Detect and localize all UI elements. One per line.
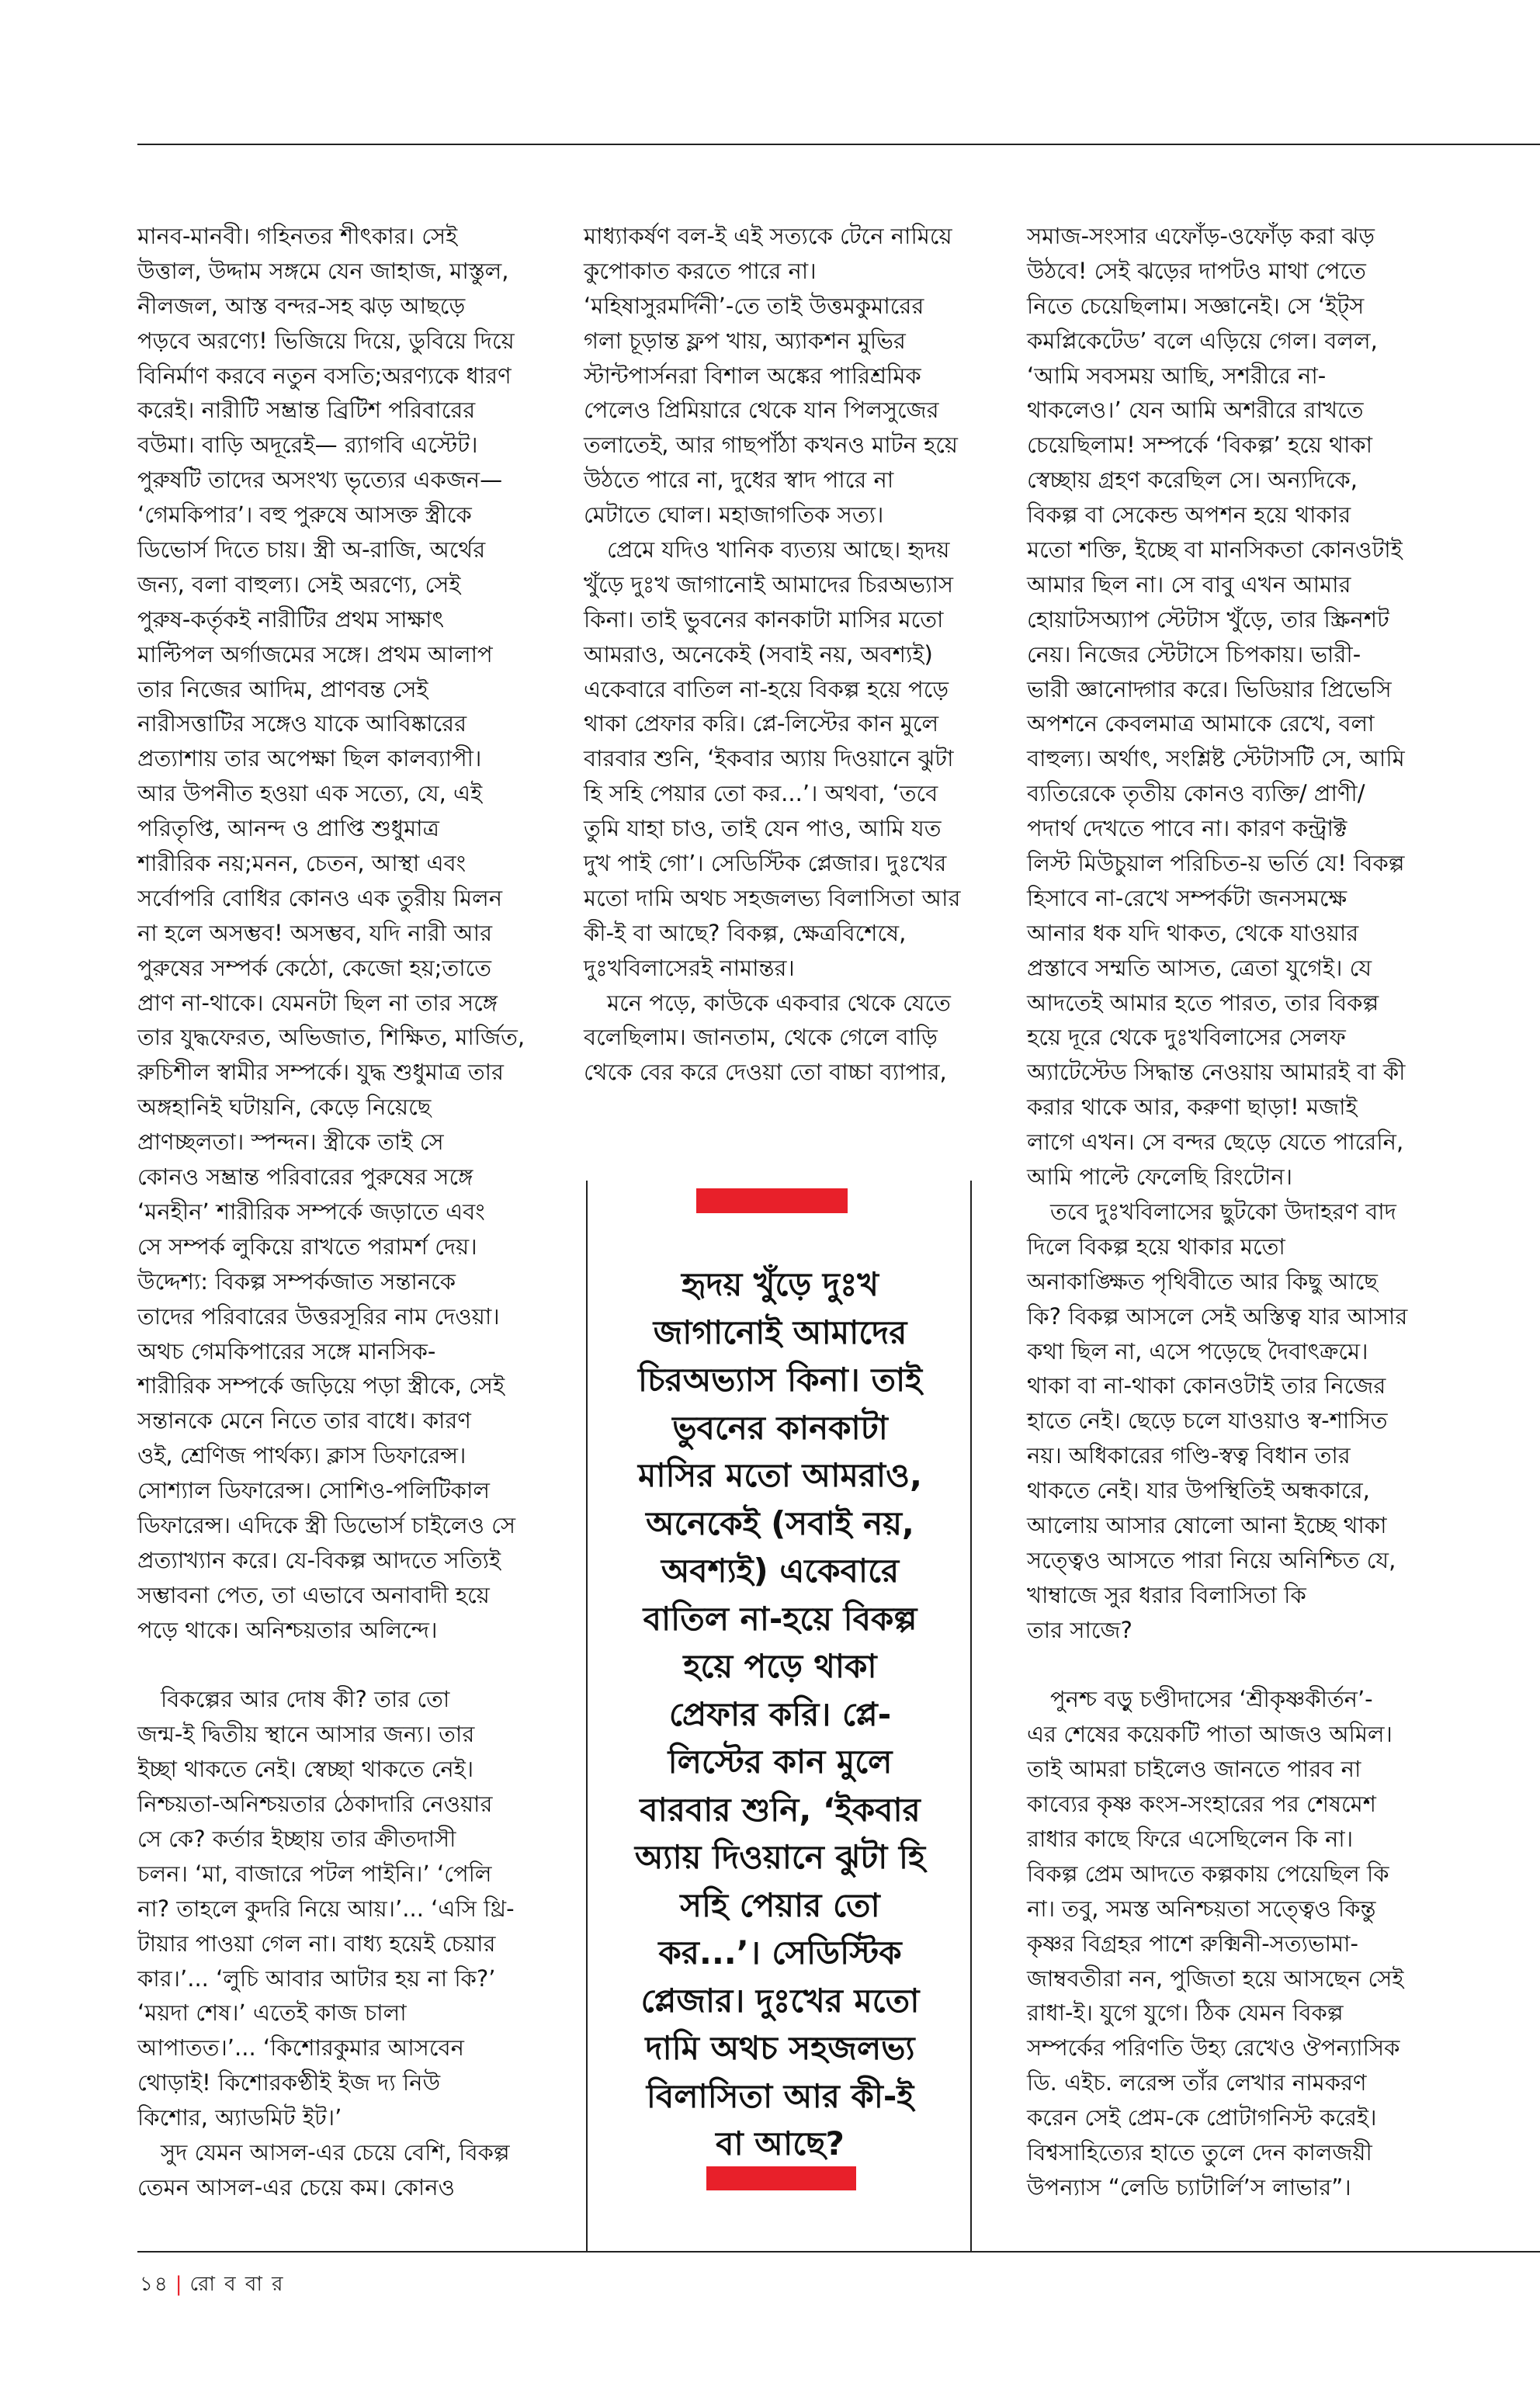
text-line: করেই। নারীটি সম্ভ্রান্ত ব্রিটিশ পরিবারের [137, 397, 476, 424]
text-line: ডিভোর্স দিতে চায়। স্ত্রী অ-রাজি, অর্থের [137, 536, 486, 564]
text-line: মেটাতে ঘোল। মহাজাগতিক সত্য। [584, 501, 884, 529]
text-line: টায়ার পাওয়া গেল না। বাধ্য হয়েই চেয়ার [137, 1930, 496, 1957]
bottom-rule [137, 2251, 1540, 2253]
text-line: হি সহি পেয়ার তো কর...’। অথবা, ‘তবে [584, 780, 938, 807]
text-line: তুমি যাহা চাও, তাই যেন পাও, আমি যত [584, 815, 942, 842]
text-line: আদতেই আমার হতে পারত, তার বিকল্প [1027, 989, 1379, 1016]
pull-quote-line: দামি অথচ সহজলভ্য [645, 2029, 915, 2067]
text-line: না? তাহলে কুদরি নিয়ে আয়।’... ‘এসি থ্রি- [137, 1895, 515, 1922]
text-line: থোড়াই! কিশোরকণ্ঠীই ইজ দ্য নিউ [137, 2069, 441, 2096]
pull-quote-line: চিরঅভ্যাস কিনা। তাই [637, 1361, 922, 1399]
pull-quote [598, 1261, 962, 2168]
text-line: দিলে বিকল্প হয়ে থাকার মতো [1027, 1233, 1285, 1260]
text-line: লিস্ট মিউচুয়াল পরিচিত-য় ভর্তি যে! বিকল্প [1027, 850, 1405, 877]
text-line: তলাতেই, আর গাছপাঁঠা কখনও মাটন হয়ে [584, 432, 958, 459]
text-line: ইচ্ছা থাকতে নেই। স্বেচ্ছা থাকতে নেই। [137, 1756, 474, 1783]
text-line: মাধ্যাকর্ষণ বল-ই এই সত্যকে টেনে নামিয়ে [584, 223, 952, 249]
page-footer [140, 2268, 284, 2302]
text-line: চেয়েছিলাম! সম্পর্কে ‘বিকল্প’ হয়ে থাকা [1027, 432, 1373, 459]
pull-quote-line: মাসির মতো আমরাও, [638, 1456, 922, 1494]
text-line: উঠবে! সেই ঝড়ের দাপটও মাথা পেতে [1027, 257, 1366, 284]
text-line: তাদের পরিবারের উত্তরসূরির নাম দেওয়া। [137, 1302, 500, 1330]
text-line: পুনশ্চ বড়ু চণ্ডীদাসের ‘শ্রীকৃষ্ণকীর্তন’- [1050, 1686, 1373, 1713]
text-line: কার।’... ‘লুচি আবার আটার হয় না কি?’ [137, 1965, 496, 1992]
text-line: স্টান্টপার্সনরা বিশাল অঙ্কের পারিশ্রমিক [584, 362, 921, 389]
text-line: হাতে নেই। ছেড়ে চলে যাওয়াও স্ব-শাসিত [1027, 1407, 1388, 1434]
text-line: উপন্যাস “লেডি চ্যাটার্লি’স লাভার”। [1027, 2173, 1351, 2201]
text-line: খাম্বাজে সুর ধরার বিলাসিতা কি [1027, 1581, 1306, 1608]
text-line: ‘মহিষাসুরমর্দিনী’-তে তাই উত্তমকুমারের [584, 292, 924, 319]
text-line: রাধা-ই। যুগে যুগে। ঠিক যেমন বিকল্প [1027, 1999, 1344, 2027]
text-line: কুপোকাত করতে পারে না। [584, 257, 817, 284]
text-line: একেবারে বাতিল না-হয়ে বিকল্প হয়ে পড়ে [584, 675, 949, 702]
column-divider [586, 1181, 588, 2252]
text-line: সে সম্পর্ক লুকিয়ে রাখতে পরামর্শ দেয়। [137, 1233, 477, 1260]
pull-quote-top-bar [696, 1188, 848, 1213]
text-line: কমপ্লিকেটেড’ বলে এড়িয়ে গেল। বলল, [1027, 327, 1378, 354]
text-line: বারবার শুনি, ‘ইকবার অ্যায় দিওয়ানে ঝুটা [584, 745, 954, 772]
text-line: ব্যতিরেকে তৃতীয় কোনও ব্যক্তি/ প্রাণী/ [1027, 780, 1365, 807]
text-line: এর শেষের কয়েকটি পাতা আজও অমিল। [1027, 1721, 1393, 1748]
pull-quote-line: হয়ে পড়ে থাকা [683, 1647, 877, 1685]
text-line: ‘আমি সবসময় আছি, সশরীরে না- [1027, 362, 1327, 389]
text-line: হয়ে দূরে থেকে দুঃখবিলাসের সেলফ [1027, 1024, 1346, 1051]
text-line: আপাতত।’... ‘কিশোরকুমার আসবেন [137, 2034, 464, 2062]
pull-quote-line: অ্যায় দিওয়ানে ঝুটা হি [634, 1838, 926, 1876]
text-line: কিশোর, অ্যাডমিট ইট।’ [137, 2104, 342, 2131]
text-line: তার সাজে? [1027, 1616, 1132, 1643]
text-line: বিনির্মাণ করবে নতুন বসতি;অরণ্যকে ধারণ [137, 362, 512, 389]
text-line: দুঃখবিলাসেরই নামান্তর। [584, 954, 795, 981]
text-line: বিকল্প বা সেকেন্ড অপশন হয়ে থাকার [1027, 501, 1351, 529]
text-line: হোয়াটসঅ্যাপ স্টেটাস খুঁড়ে, তার স্ক্রিনশট [1027, 605, 1389, 633]
text-line: জন্য, বলা বাহুল্য। সেই অরণ্যে, সেই [137, 571, 461, 598]
text-line: উদ্দেশ্য: বিকল্প সম্পর্কজাত সন্তানকে [137, 1268, 456, 1295]
text-line: উত্তাল, উদ্দাম সঙ্গমে যেন জাহাজ, মাস্তুল, [137, 257, 509, 284]
pull-quote-bottom-bar [706, 2166, 856, 2190]
text-line: নিতে চেয়েছিলাম। সজ্ঞানেই। সে ‘ইট্স [1027, 292, 1365, 319]
text-line: নারীসত্তাটির সঙ্গেও যাকে আবিষ্কারের [137, 710, 467, 737]
text-line: অ্যাটেস্টেড সিদ্ধান্ত নেওয়ায় আমারই বা কী [1027, 1059, 1406, 1086]
text-line: প্রত্যাশায় তার অপেক্ষা ছিল কালব্যাপী। [137, 745, 482, 772]
text-line: ‘মনহীন’ শারীরিক সম্পর্কে জড়াতে এবং [137, 1198, 485, 1225]
text-line: আর উপনীত হওয়া এক সত্যে, যে, এই [137, 780, 483, 807]
pull-quote-line: বিলাসিতা আর কী-ই [646, 2076, 914, 2115]
text-line: মতো দামি অথচ সহজলভ্য বিলাসিতা আর [584, 884, 961, 911]
text-line: ‘গেমকিপার’। বহু পুরুষে আসক্ত স্ত্রীকে [137, 501, 472, 529]
text-line: থাকতে নেই। যার উপস্থিতিই অন্ধকারে, [1027, 1477, 1370, 1504]
pull-quote-line: কর...’। সেডিস্টিক [658, 1933, 902, 1972]
paragraph-gap [137, 1648, 533, 1683]
text-line: আনার ধক যদি থাকত, থেকে যাওয়ার [1027, 919, 1359, 946]
text-line: কথা ছিল না, এসে পড়েছে দৈবাৎক্রমে। [1027, 1337, 1368, 1365]
text-line: তবে দুঃখবিলাসের ছুটকো উদাহরণ বাদ [1050, 1198, 1396, 1225]
text-line: সত্ত্বেও আসতে পারা নিয়ে অনিশ্চিত যে, [1027, 1546, 1396, 1573]
text-line: ‘ময়দা শেষ।’ এতেই কাজ চালা [137, 1999, 407, 2027]
text-line: আমরাও, অনেকেই (সবাই নয়, অবশ্যই) [584, 640, 933, 668]
text-line: নীলজল, আস্ত বন্দর-সহ ঝড় আছড়ে [137, 292, 466, 319]
text-line: মনে পড়ে, কাউকে একবার থেকে যেতে [607, 989, 951, 1016]
pull-quote-line: লিস্টের কান মুলে [668, 1743, 893, 1781]
text-line: কোনও সম্ভ্রান্ত পরিবারের পুরুষের সঙ্গে [137, 1164, 473, 1191]
text-line: সোশ্যাল ডিফারেন্স। সোশিও-পলিটিকাল [137, 1477, 490, 1504]
text-line: মাল্টিপল অর্গাজমের সঙ্গে। প্রথম আলাপ [137, 640, 493, 668]
text-line: সমাজ-সংসার এফোঁড়-ওফোঁড় করা ঝড় [1027, 223, 1375, 249]
pull-quote-line: প্লেজার। দুঃখের মতো [640, 1981, 920, 2020]
text-line: প্রস্তাবে সম্মতি আসত, ত্রেতা যুগেই। যে [1027, 954, 1372, 981]
top-rule [137, 144, 1540, 145]
text-line: প্রত্যাখ্যান করে। যে-বিকল্প আদতে সত্যিই [137, 1546, 501, 1573]
text-line: বিশ্বসাহিত্যের হাতে তুলে দেন কালজয়ী [1027, 2138, 1372, 2166]
text-line: আমি পাল্টে ফেলেছি রিংটোন। [1027, 1164, 1293, 1191]
text-line: থেকে বের করে দেওয়া তো বাচ্চা ব্যাপার, [584, 1059, 947, 1086]
text-line: নিশ্চয়তা-অনিশ্চয়তার ঠেকাদারি নেওয়ার [137, 1791, 493, 1818]
text-line: পড়বে অরণ্যে! ভিজিয়ে দিয়ে, ডুবিয়ে দিয়ে [137, 327, 515, 354]
pull-quote-line: সহি পেয়ার তো [680, 1885, 880, 1924]
text-line: তাই আমরা চাইলেও জানতে পারব না [1027, 1756, 1361, 1783]
text-line: ডিফারেন্স। এদিকে স্ত্রী ডিভোর্স চাইলেও সে [137, 1511, 516, 1538]
text-line: না। তবু, সমস্ত অনিশ্চয়তা সত্ত্বেও কিন্তু [1027, 1895, 1376, 1922]
text-line: বিকল্প প্রেম আদতে কল্পকায় পেয়েছিল কি [1027, 1860, 1389, 1887]
text-line: তার নিজের আদিম, প্রাণবন্ত সেই [137, 675, 428, 702]
text-line: রাধার কাছে ফিরে এসেছিলেন কি না। [1027, 1825, 1354, 1852]
text-line: আলোয় আসার ষোলো আনা ইচ্ছে থাকা [1027, 1511, 1387, 1538]
text-line: শারীরিক নয়;মনন, চেতন, আস্থা এবং [137, 850, 467, 877]
text-line: কী-ই বা আছে? বিকল্প, ক্ষেত্রবিশেষে, [584, 919, 907, 946]
text-line: থাকা বা না-থাকা কোনওটাই তার নিজের [1027, 1372, 1386, 1399]
text-line: কিনা। তাই ভুবনের কানকাটা মাসির মতো [584, 605, 944, 633]
text-line: লাগে এখন। সে বন্দর ছেড়ে যেতে পারেনি, [1027, 1129, 1404, 1156]
text-line: অপশনে কেবলমাত্র আমাকে রেখে, বলা [1027, 710, 1375, 737]
text-line: পদার্থ দেখতে পাবে না। কারণ কন্ট্রাক্ট [1027, 815, 1348, 842]
text-line: সে কে? কর্তার ইচ্ছায় তার ক্রীতদাসী [137, 1825, 456, 1852]
pull-quote-line: হৃদয় খুঁড়ে দুঃখ [682, 1265, 879, 1303]
pull-quote-line: বারবার শুনি, ‘ইকবার [640, 1790, 921, 1829]
text-line: ওই, শ্রেণিজ পার্থক্য। ক্লাস ডিফারেন্স। [137, 1442, 467, 1469]
text-line: জাম্ববতীরা নন, পুজিতা হয়ে আসছেন সেই [1027, 1965, 1404, 1992]
text-line: পুরুষ-কর্তৃকই নারীটির প্রথম সাক্ষাৎ [137, 605, 444, 633]
pull-quote-line: বা আছে? [716, 2124, 845, 2162]
text-line: পুরুষের সম্পর্ক কেঠো, কেজো হয়;তাতে [137, 954, 492, 981]
page-number: ১৪ [140, 2273, 169, 2296]
text-line: গলা চূড়ান্ত ফ্লপ খায়, অ্যাকশন মুভির [584, 327, 906, 354]
text-line: রুচিশীল স্বামীর সম্পর্কে। যুদ্ধ শুধুমাত্র তার [137, 1059, 504, 1086]
paragraph-gap [1027, 1648, 1423, 1683]
article-column-3 [1027, 219, 1423, 2205]
text-line: সুদ যেমন আসল-এর চেয়ে বেশি, বিকল্প [161, 2138, 510, 2166]
text-line: পেলেও প্রিমিয়ারে থেকে যান পিলসুজের [584, 397, 939, 424]
pull-quote-line: অবশ্যই) একেবারে [661, 1552, 900, 1590]
text-line: চলন। ‘মা, বাজারে পটল পাইনি।’ ‘পেলি [137, 1860, 492, 1887]
text-line: করেন সেই প্রেম-কে প্রোটাগনিস্ট করেই। [1027, 2104, 1377, 2131]
text-line: কি? বিকল্প আসলে সেই অস্তিত্ব যার আসার [1027, 1302, 1408, 1330]
text-line: নেয়। নিজের স্টেটাসে চিপকায়। ভারী- [1027, 640, 1361, 668]
text-line: নয়। অধিকারের গণ্ডি-স্বত্ব বিধান তার [1027, 1442, 1351, 1469]
text-line: সর্বোপরি বোধির কোনও এক তুরীয় মিলন [137, 884, 503, 911]
text-line: পুরুষটি তাদের অসংখ্য ভৃত্যের একজন— [137, 466, 503, 494]
pull-quote-line: ভুবনের কানকাটা [672, 1408, 888, 1447]
pull-quote-line: জাগানোই আমাদের [653, 1313, 907, 1351]
text-line: ডি. এইচ. লরেন্স তাঁর লেখার নামকরণ [1027, 2069, 1367, 2096]
text-line: অথচ গেমকিপারের সঙ্গে মানসিক- [137, 1337, 436, 1365]
text-line: পড়ে থাকে। অনিশ্চয়তার অলিন্দে। [137, 1616, 438, 1643]
article-column-2 [584, 219, 968, 1090]
text-line: বিকল্পের আর দোষ কী? তার তো [161, 1686, 450, 1713]
text-line: থাকলেও।’ যেন আমি অশরীরে রাখতে [1027, 397, 1364, 424]
text-line: তার যুদ্ধফেরত, অভিজাত, শিক্ষিত, মার্জিত, [137, 1024, 525, 1051]
text-line: করার থাকে আর, করুণা ছাড়া! মজাই [1027, 1094, 1358, 1121]
text-line: অনাকাঙ্ক্ষিত পৃথিবীতে আর কিছু আছে [1027, 1268, 1378, 1295]
pull-quote-line: প্রেফার করি। প্লে- [668, 1694, 892, 1733]
article-column-1 [137, 219, 533, 2205]
text-line: বাহুল্য। অর্থাৎ, সংশ্লিষ্ট স্টেটাসটি সে, আমি [1027, 745, 1405, 772]
pull-quote-line: বাতিল না-হয়ে বিকল্প [643, 1599, 917, 1638]
pull-quote-line: অনেকেই (সবাই নয়, [646, 1503, 914, 1542]
text-line: উঠতে পারে না, দুধের স্বাদ পারে না [584, 466, 894, 494]
column-divider [970, 1181, 972, 2252]
text-line: বলেছিলাম। জানতাম, থেকে গেলে বাড়ি [584, 1024, 938, 1051]
text-line: কাব্যের কৃষ্ণ কংস-সংহারের পর শেষমেশ [1027, 1791, 1376, 1818]
text-line: বউমা। বাড়ি অদূরেই— র‍্যাগবি এস্টেট। [137, 432, 478, 459]
text-line: প্রাণচ্ছলতা। স্পন্দন। স্ত্রীকে তাই সে [137, 1129, 444, 1156]
text-line: প্রেমে যদিও খানিক ব্যত্যয় আছে। হৃদয় [607, 536, 950, 564]
text-line: পরিতৃপ্তি, আনন্দ ও প্রাপ্তি শুধুমাত্র [137, 815, 439, 842]
text-line: সম্ভাবনা পেত, তা এভাবে অনাবাদী হয়ে [137, 1581, 490, 1608]
text-line: স্বেচ্ছায় গ্রহণ করেছিল সে। অন্যদিকে, [1027, 466, 1358, 494]
text-line: অঙ্গহানিই ঘটায়নি, কেড়ে নিয়েছে [137, 1094, 432, 1121]
magazine-name: রো ব বা র [189, 2273, 285, 2296]
text-line: জন্ম-ই দ্বিতীয় স্থানে আসার জন্য। তার [137, 1721, 475, 1748]
text-line: দুখ পাই গো’। সেডিস্টিক প্লেজার। দুঃখের [584, 850, 947, 877]
text-line: তেমন আসল-এর চেয়ে কম। কোনও [137, 2173, 455, 2201]
text-line: শারীরিক সম্পর্কে জড়িয়ে পড়া স্ত্রীকে, সেই [137, 1372, 505, 1399]
text-line: সম্পর্কের পরিণতি উহ্য রেখেও ঔপন্যাসিক [1027, 2034, 1400, 2062]
text-line: থাকা প্রেফার করি। প্লে-লিস্টের কান মুলে [584, 710, 939, 737]
text-line: মতো শক্তি, ইচ্ছে বা মানসিকতা কোনওটাই [1027, 536, 1403, 564]
text-line: আমার ছিল না। সে বাবু এখন আমার [1027, 571, 1351, 598]
text-line: কৃষ্ণর বিগ্রহর পাশে রুক্মিনী-সত্যভামা- [1027, 1930, 1359, 1957]
text-line: খুঁড়ে দুঃখ জাগানোই আমাদের চিরঅভ্যাস [584, 571, 954, 598]
text-line: সন্তানকে মেনে নিতে তার বাধে। কারণ [137, 1407, 471, 1434]
text-line: হিসাবে না-রেখে সম্পর্কটা জনসমক্ষে [1027, 884, 1348, 911]
footer-separator: | [175, 2273, 184, 2296]
text-line: ভারী জ্ঞানোদ্গার করে। ভিডিয়ার প্রিভেসি [1027, 675, 1392, 702]
text-line: প্রাণ না-থাকে। যেমনটা ছিল না তার সঙ্গে [137, 989, 498, 1016]
text-line: মানব-মানবী। গহিনতর শীৎকার। সেই [137, 223, 458, 249]
text-line: না হলে অসম্ভব! অসম্ভব, যদি নারী আর [137, 919, 493, 946]
